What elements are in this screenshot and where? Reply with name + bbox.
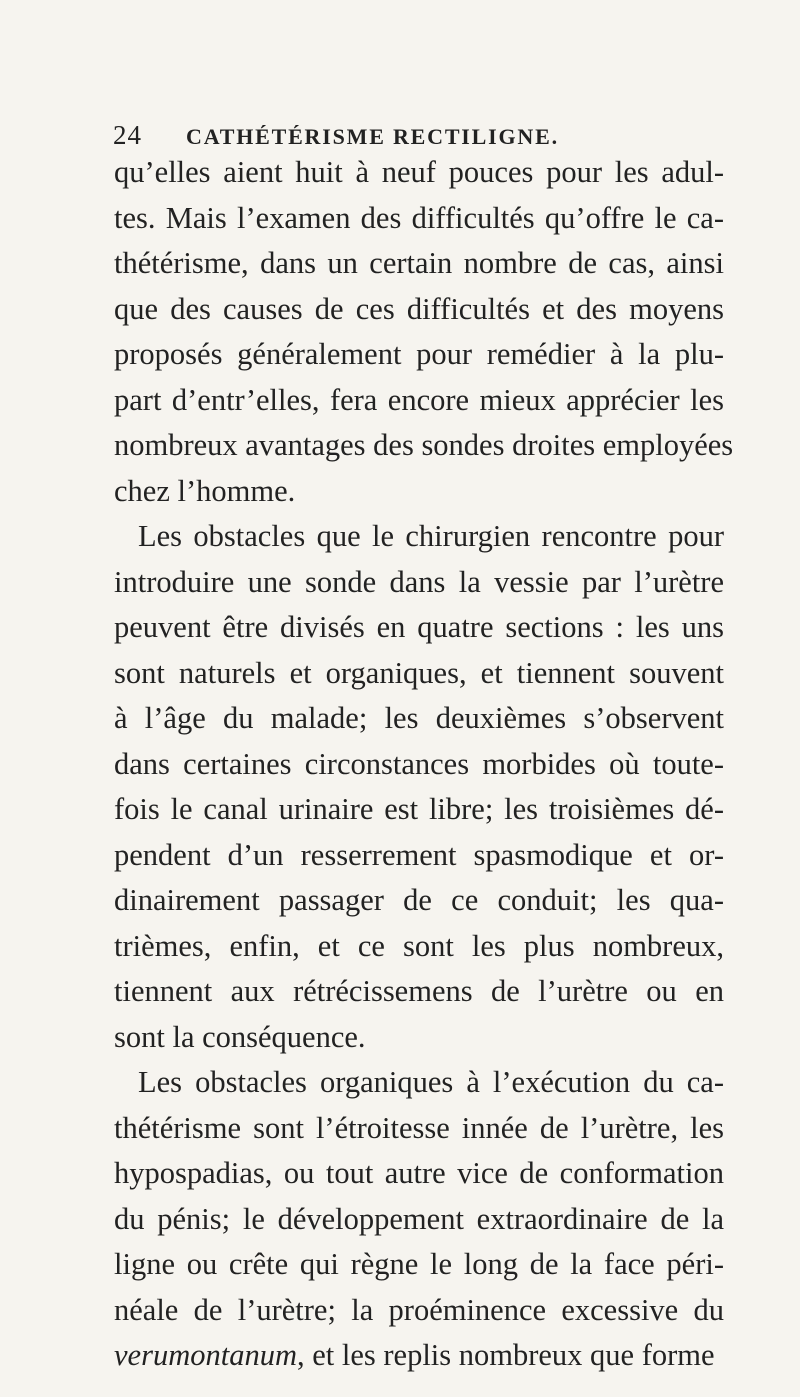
text-line: Les obstacles que le chirurgien rencontre pour <box>138 519 724 553</box>
text-line: trièmes, enfin, et ce sont les plus nombreux, <box>114 928 724 963</box>
text-line: tiennent aux rétrécissemens de l’urètre ou en <box>114 974 724 1008</box>
body-text <box>114 150 734 1379</box>
page-number: 24 <box>113 120 142 150</box>
text-line: Les obstacles organiques à l’exécution du ca- <box>138 1065 724 1099</box>
text-line: tes. Mais l’examen des difficultés qu’offre le ca- <box>114 200 724 235</box>
text-line: à l’âge du malade; les deuxièmes s’observent <box>114 701 724 735</box>
text-line: du pénis; le développement extraordinaire de la <box>114 1201 724 1236</box>
text-line: néale de l’urètre; la proéminence excessive du <box>114 1292 724 1327</box>
text-line: dinairement passager de ce conduit; les qua- <box>114 883 724 917</box>
text-line: que des causes de ces difficultés et des moyens <box>114 291 724 326</box>
text-line: thétérisme, dans un certain nombre de cas, ainsi <box>114 246 724 280</box>
text-line-rest: , et les replis nombreux que forme <box>296 1338 715 1372</box>
text-line: thétérisme sont l’étroitesse innée de l’urètre, les <box>114 1110 724 1145</box>
text-line: sont la conséquence. <box>114 1019 366 1054</box>
text-line-final <box>114 1333 724 1379</box>
italic-term: verumontanum <box>114 1338 297 1372</box>
text-line: proposés généralement pour remédier à la plu- <box>114 337 724 371</box>
text-line: part d’entr’elles, fera encore mieux apprécier les <box>114 382 724 417</box>
text-line: hypospadias, ou tout autre vice de conformation <box>114 1156 724 1190</box>
text-line: peuvent être divisés en quatre sections : les uns <box>114 610 724 644</box>
text-line: qu’elles aient huit à neuf pouces pour les adul- <box>114 155 724 189</box>
text-line: introduire une sonde dans la vessie par l’urètre <box>114 564 724 599</box>
text-line: pendent d’un resserrement spasmodique et or- <box>114 837 724 872</box>
running-title: CATHÉTÉRISME RECTILIGNE. <box>186 124 559 149</box>
text-line: dans certaines circonstances morbides où toute- <box>114 746 724 781</box>
text-line: ligne ou crête qui règne le long de la face péri- <box>114 1247 724 1281</box>
text-line: chez l’homme. <box>114 473 296 508</box>
text-line: fois le canal urinaire est libre; les troisièmes dé- <box>114 792 724 826</box>
text-line: sont naturels et organiques, et tiennent souvent <box>114 655 724 690</box>
running-header <box>113 120 713 151</box>
text-line: nombreux avantages des sondes droites employées <box>114 428 734 462</box>
